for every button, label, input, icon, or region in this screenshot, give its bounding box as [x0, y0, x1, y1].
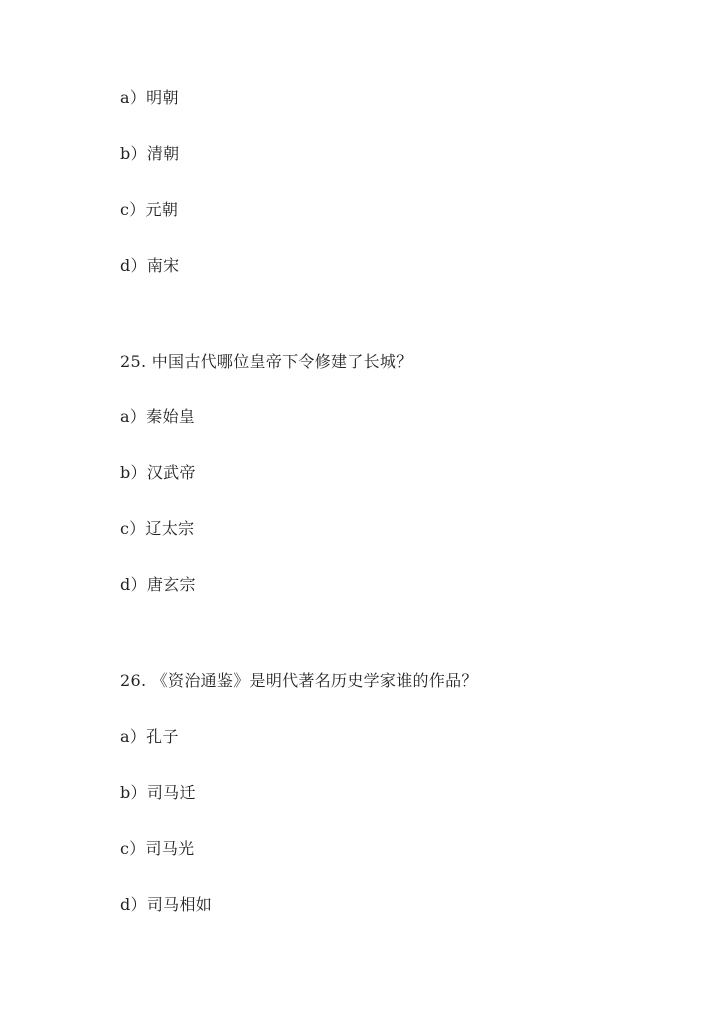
q25-option-d: d）唐玄宗: [120, 575, 196, 594]
q26-question: 26. 《资治通鉴》是明代著名历史学家谁的作品？: [120, 671, 478, 690]
q24-option-a: a）明朝: [120, 88, 179, 107]
q25-option-c: c）辽太宗: [120, 519, 195, 538]
q26-option-a: a）孔子: [120, 727, 179, 746]
q26-option-d: d）司马相如: [120, 895, 213, 914]
q24-option-c: c）元朝: [120, 200, 179, 219]
q24-option-b: b）清朝: [120, 144, 180, 163]
q24-option-d: d）南宋: [120, 256, 180, 275]
q25-question: 25. 中国古代哪位皇帝下令修建了长城？: [120, 352, 413, 371]
q26-option-c: c）司马光: [120, 839, 195, 858]
q25-option-b: b）汉武帝: [120, 463, 196, 482]
q26-option-b: b）司马迁: [120, 783, 196, 802]
q25-option-a: a）秦始皇: [120, 407, 196, 426]
